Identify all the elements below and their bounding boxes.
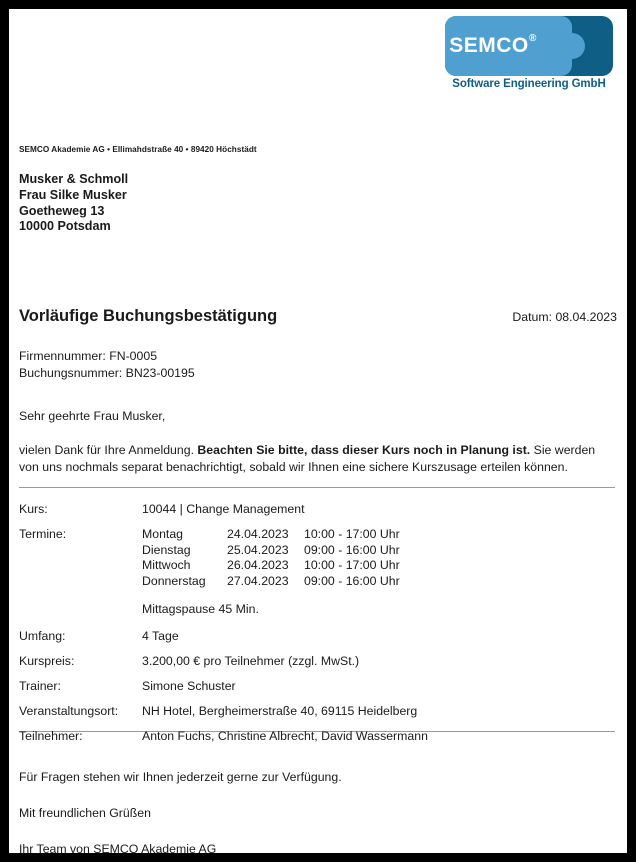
- sessions-list: [142, 527, 615, 589]
- divider-top: [19, 487, 615, 488]
- session-day: Mittwoch: [142, 558, 191, 572]
- value-trainer: Simone Schuster: [142, 679, 236, 693]
- salutation: Sehr geehrte Frau Musker,: [19, 409, 166, 423]
- booking-number: Buchungsnummer: BN23-00195: [19, 365, 195, 380]
- sender-address-line: SEMCO Akademie AG • Ellimahdstraße 40 • 89420 Höchstädt: [19, 145, 257, 154]
- session-time: 09:00 - 16:00 Uhr: [304, 573, 400, 588]
- label-sessions: Termine:: [19, 527, 67, 541]
- recipient-city: 10000 Potsdam: [19, 219, 111, 234]
- recipient-street: Goetheweg 13: [19, 203, 105, 218]
- session-day: Dienstag: [142, 542, 191, 557]
- company-logo: [443, 14, 615, 106]
- session-row: [142, 527, 615, 543]
- lunch-break-note: Mittagspause 45 Min.: [142, 602, 259, 616]
- session-day: Donnerstag: [142, 573, 206, 588]
- intro-paragraph: [19, 442, 609, 476]
- logo-registered-mark: ®: [529, 33, 537, 44]
- session-time: 10:00 - 17:00 Uhr: [304, 558, 400, 572]
- closing-signature: Ihr Team von SEMCO Akademie AG: [19, 842, 217, 853]
- label-trainer: Trainer:: [19, 679, 61, 693]
- detail-row-course: [19, 502, 615, 516]
- detail-row-price: [19, 654, 615, 668]
- company-number: Firmennummer: FN-0005: [19, 349, 158, 363]
- label-participants: Teilnehmer:: [19, 729, 83, 743]
- value-venue: NH Hotel, Bergheimerstraße 40, 69115 Heidelberg: [142, 704, 418, 718]
- session-time: 10:00 - 17:00 Uhr: [304, 527, 400, 541]
- session-row: [142, 574, 615, 590]
- label-price: Kurspreis:: [19, 654, 75, 668]
- detail-row-trainer: [19, 679, 615, 693]
- logo-wordmark: SEMCO: [449, 34, 529, 57]
- detail-row-participants: [19, 729, 615, 743]
- semco-logo-mark: [443, 14, 615, 78]
- closing-regards: Mit freundlichen Grüßen: [19, 806, 151, 820]
- session-date: 25.04.2023: [227, 542, 289, 557]
- session-time: 09:00 - 16:00 Uhr: [304, 542, 400, 557]
- session-row: [142, 543, 615, 559]
- session-date: 24.04.2023: [227, 527, 289, 541]
- document-header-row: [19, 307, 617, 326]
- session-day: Montag: [142, 527, 184, 541]
- label-duration: Umfang:: [19, 629, 66, 643]
- intro-part-two: Sie werden von uns nochmals separat benachrichtigt, sobald wir Ihnen eine sichere Kurszusage erteilen können.: [19, 443, 596, 474]
- value-course: 10044 | Change Management: [142, 502, 305, 516]
- detail-row-venue: [19, 704, 615, 718]
- intro-part-one: vielen Dank für Ihre Anmeldung.: [19, 443, 198, 457]
- closing-questions: Für Fragen stehen wir Ihnen jederzeit gerne zur Verfügung.: [19, 770, 342, 784]
- document-date: Datum: 08.04.2023: [512, 310, 617, 324]
- recipient-company: Musker & Schmoll: [19, 172, 129, 186]
- label-course: Kurs:: [19, 502, 48, 516]
- value-price: 3.200,00 € pro Teilnehmer (zzgl. MwSt.): [142, 654, 360, 668]
- session-date: 26.04.2023: [227, 558, 289, 572]
- document-page: [9, 9, 627, 853]
- label-venue: Veranstaltungsort:: [19, 704, 119, 718]
- closing-block: [19, 770, 342, 853]
- detail-row-duration: [19, 629, 615, 643]
- detail-row-sessions: [19, 527, 615, 589]
- logo-tagline: Software Engineering GmbH: [452, 78, 606, 90]
- page-title: Vorläufige Buchungsbestätigung: [19, 307, 278, 325]
- session-row: [142, 558, 615, 574]
- recipient-address-block: [19, 172, 128, 235]
- intro-emphasis: Beachten Sie bitte, dass dieser Kurs noch in Planung ist.: [197, 443, 531, 457]
- value-duration: 4 Tage: [142, 629, 179, 643]
- booking-details-table: [19, 502, 615, 754]
- recipient-person: Frau Silke Musker: [19, 187, 127, 202]
- reference-numbers: [19, 348, 195, 381]
- value-participants: Anton Fuchs, Christine Albrecht, David Wassermann: [142, 729, 428, 743]
- session-date: 27.04.2023: [227, 573, 289, 588]
